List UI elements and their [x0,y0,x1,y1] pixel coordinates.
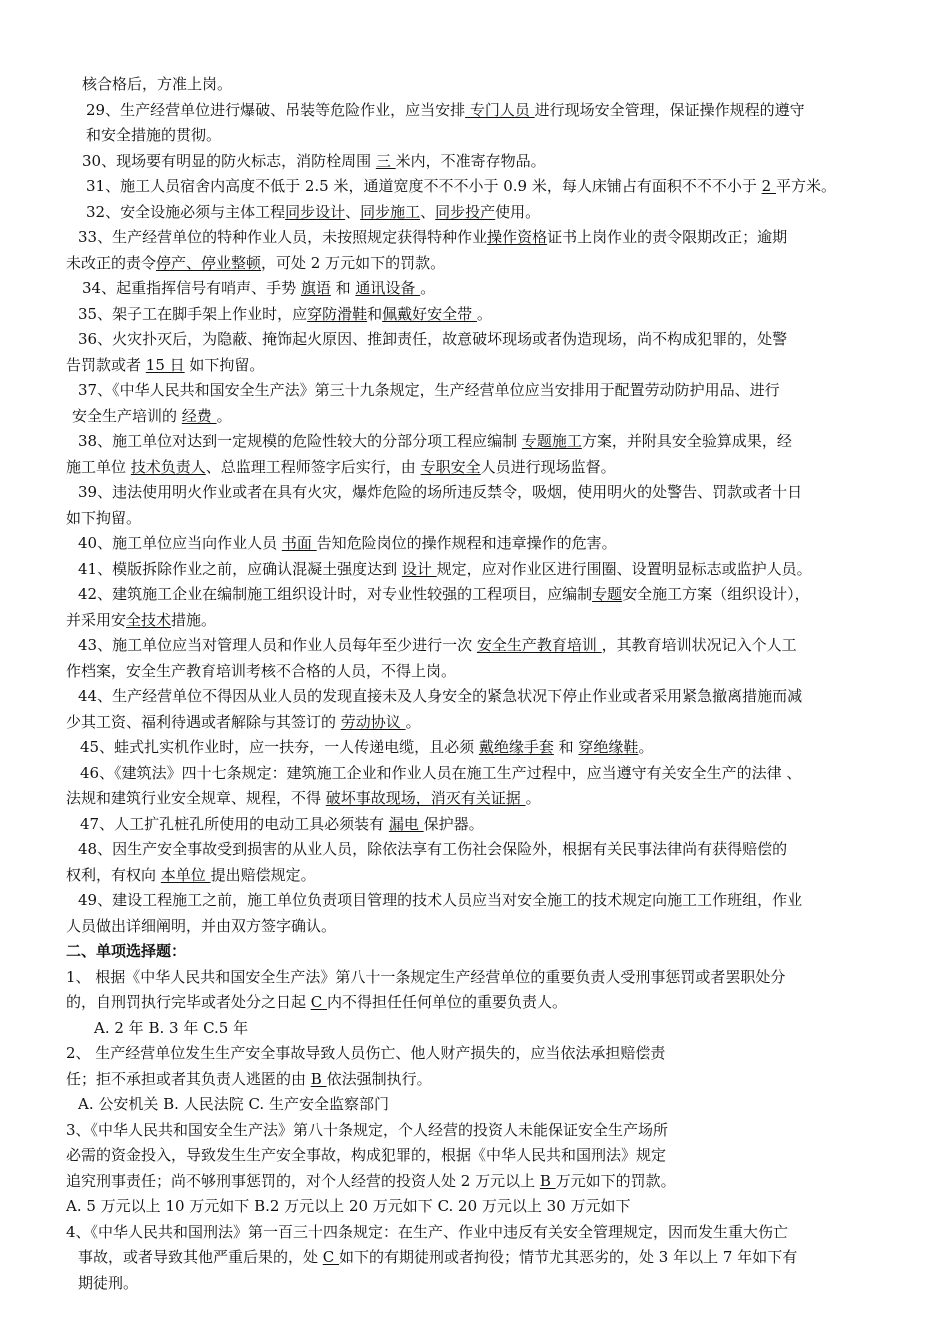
text-segment: 和 [330,279,356,297]
fill-in-item [66,327,890,378]
text-segment: 30、现场要有明显的防火标志，消防栓周围 [82,151,376,170]
text-line [66,1143,890,1169]
text-segment: 如下拘留。 [184,355,265,374]
text-segment: 。 [216,406,232,425]
fill-in-item [66,480,890,531]
answer-blank: 劳动协议 [340,712,406,731]
text-segment: 作档案，安全生产教育培训考核不合格的人员，不得上岗。 [66,661,457,680]
text-segment: 未改正的责令 [66,253,157,272]
text-line [66,404,890,430]
text-line [66,684,890,710]
answer-blank: 专题 [592,585,623,603]
section-heading [66,939,890,965]
text-segment: 使用。 [495,202,541,221]
answer-blank: 专题施工 [521,432,582,450]
answer-blank: 同步设计 [285,202,346,221]
answer-blank: 戴绝缘手套 [478,738,554,756]
text-line [66,939,890,965]
answer-blank: 专门人员 [465,100,535,119]
fill-in-item [66,684,890,735]
text-segment: 。 [405,712,421,731]
text-segment: 37、《中华人民共和国安全生产法》第三十九条规定，生产经营单位应当安排用于配置劳动防护用品、进行 [78,381,780,399]
text-segment: 46、《建筑法》四十七条规定：建筑施工企业和作业人员在施工生产过程中，应当遵守有关安全生产的法律 、 [80,763,802,782]
text-line [66,531,890,557]
answer-blank: 全技术 [126,610,172,629]
text-segment: 42、建筑施工企业在编制施工组织设计时，对专业性较强的工程项目，应编制 [78,585,593,603]
fill-in-item [66,531,890,557]
fill-in-item [66,72,890,98]
answer-blank: 同步投产 [435,202,496,221]
text-segment: 并采用安 [66,610,127,629]
text-line [66,327,890,353]
text-segment: 依法强制执行。 [326,1069,432,1088]
answer-blank: 操作资格 [487,228,548,246]
fill-in-item [66,302,890,328]
text-segment: 36、火灾扑灭后，为隐蔽、掩饰起火原因、推卸责任，故意破坏现场或者伪造现场，尚不构成犯罪的，处警 [78,330,788,348]
text-segment: 提出赔偿规定。 [210,865,316,884]
text-segment: 措施。 [171,610,217,629]
fill-in-item [66,557,890,583]
text-segment: 必需的资金投入，导致发生生产安全事故，构成犯罪的，根据《中华人民共和国刑法》规定 [66,1146,667,1164]
text-segment: 43、施工单位应当对管理人员和作业人员每年至少进行一次 [78,636,477,654]
text-segment: 如下的有期徒刑或者拘役；情节尤其恶劣的，处 3 年以上 7 年如下有 [339,1248,798,1266]
text-line [66,1092,890,1118]
text-line [66,735,890,761]
text-line [66,1041,890,1067]
answer-blank: C [310,993,328,1011]
text-segment: 告知危险岗位的操作规程和违章操作的危害。 [316,534,617,552]
text-line [66,200,890,226]
text-line [66,1245,890,1271]
text-segment: 万元如下的罚款。 [555,1171,676,1190]
text-line [66,557,890,583]
text-segment: 41、模版拆除作业之前，应确认混凝土强度达到 [78,559,402,578]
fill-in-item [66,276,890,302]
answer-blank: 漏电 [388,814,424,833]
text-segment: 40、施工单位应当向作业人员 [78,534,282,552]
text-segment: 38、施工单位对达到一定规模的危险性较大的分部分项工程应编制 [78,432,522,450]
text-segment: 47、人工扩孔桩孔所使用的电动工具必须装有 [80,814,389,833]
text-segment: 1、 根据《中华人民共和国安全生产法》第八十一条规定生产经营单位的重要负责人受刑事惩罚或者罢职处分 [66,967,786,986]
answer-blank: 通讯设备 [355,279,421,297]
text-line [66,582,890,608]
fill-in-item [66,837,890,888]
text-line [66,1194,890,1220]
text-segment: 29、生产经营单位进行爆破、吊装等危险作业，应当安排 [86,100,466,119]
text-segment: 安全施工方案（组织设计）， [622,585,810,603]
text-segment: 34、起重指挥信号有哨声、手势 [82,279,301,297]
fill-in-item [66,812,890,838]
text-segment: 2、 生产经营单位发生生产安全事故导致人员伤亡、他人财产损失的，应当依法承担赔偿责 [66,1044,666,1062]
text-line [66,914,890,940]
answer-blank: 本单位 [160,865,211,884]
text-segment: 和 [553,738,579,756]
text-line [66,1271,890,1297]
fill-in-item [66,98,890,149]
text-segment: 。 [420,279,436,297]
fill-in-item [66,888,890,939]
text-segment: 4、《中华人民共和国刑法》第一百三十四条规定：在生产、作业中违反有关安全管理规定，因而发生重大伤亡 [66,1222,789,1241]
text-segment: 和 [367,304,383,323]
text-segment: 安全生产培训的 [72,406,182,425]
text-line [66,888,890,914]
text-line [66,965,890,991]
text-segment: 规定，应对作业区进行围圈、设置明显标志或监护人员。 [436,559,812,578]
question-item [66,965,890,1042]
text-line [66,1118,890,1144]
text-line [66,251,890,277]
text-line [66,72,890,98]
text-segment: 。 [476,304,492,323]
text-segment: A. 2 年 B. 3 年 C.5 年 [94,1018,249,1037]
text-segment: 法规和建筑行业安全规章、规程，不得 [66,789,326,807]
text-line [66,837,890,863]
answer-blank: B [539,1171,556,1190]
text-segment: 33、生产经营单位的特种作业人员，未按照规定获得特种作业 [78,228,488,246]
document-body [66,72,890,1296]
text-segment: 39、违法使用明火作业或者在具有火灾，爆炸危险的场所违反禁令，吸烟，使用明火的处警告、罚款或者十日 [78,483,803,501]
text-line [66,633,890,659]
fill-in-item [66,225,890,276]
text-segment: 48、因生产安全事故受到损害的从业人员，除依法享有工伤社会保险外，根据有关民事法律尚有获得赔偿的 [78,840,788,858]
text-segment: 人员做出详细阐明，并由双方签字确认。 [66,916,337,935]
text-segment: 事故，或者导致其他严重后果的，处 [78,1248,323,1266]
text-segment: 如下拘留。 [66,508,142,527]
text-segment: 、 [420,202,436,221]
text-segment: 35、架子工在脚手架上作业时，应 [78,304,308,323]
text-line [66,761,890,787]
text-segment: 、总监理工程师签字后实行，由 [205,457,421,476]
text-segment: 方案，并附具安全验算成果，经 [581,432,792,450]
text-line [66,353,890,379]
question-item [66,1220,890,1297]
text-segment: 核合格后，方准上岗。 [82,75,233,93]
text-segment: ，其教育培训状况记入个人工 [601,636,797,654]
text-segment: 31、施工人员宿舍内高度不低于 2.5 米，通道宽度不不不小于 0.9 米，每人床铺占有面积不不不小于 [86,177,762,195]
text-line [66,378,890,404]
answer-blank: 佩戴好安全带 [382,304,477,323]
text-line [66,812,890,838]
text-line [66,429,890,455]
answer-blank: 技术负责人 [130,457,206,476]
text-line [66,480,890,506]
text-line [66,659,890,685]
text-segment: 进行现场安全管理，保证操作规程的遵守 [534,100,805,119]
fill-in-item [66,582,890,633]
answer-blank: C [322,1248,340,1266]
text-segment: 和安全措施的贯彻。 [86,126,222,144]
fill-in-item [66,174,890,200]
fill-in-item [66,735,890,761]
text-line [66,276,890,302]
answer-blank: 设计 [401,559,437,578]
text-line [66,1067,890,1093]
answer-blank: 破坏事故现场，消灭有关证据 [325,789,526,807]
text-line [66,149,890,175]
text-line [66,1220,890,1246]
text-line [66,225,890,251]
text-segment: 少其工资、福利待遇或者解除与其签订的 [66,712,341,731]
question-item [66,1118,890,1220]
answer-blank: 穿防滑鞋 [307,304,368,323]
answer-blank: 同步施工 [360,202,421,221]
answer-blank: 旗语 [300,279,331,297]
text-segment: ，可处 2 万元如下的罚款。 [261,253,446,272]
fill-in-item [66,378,890,429]
text-segment: 权利，有权向 [66,865,161,884]
text-line [66,455,890,481]
fill-in-item [66,149,890,175]
fill-in-item [66,761,890,812]
text-segment: 、 [345,202,361,221]
text-line [66,506,890,532]
text-line [66,786,890,812]
heading-text: 二、单项选择题： [66,942,187,960]
text-segment: A. 5 万元以上 10 万元如下 B.2 万元以上 20 万元如下 C. 20 万元以上 30 万元如下 [66,1197,631,1215]
text-segment: 施工单位 [66,457,131,476]
text-segment: 平方米。 [775,177,836,195]
text-line [66,98,890,124]
question-item [66,1041,890,1118]
answer-blank: 穿绝缘鞋 [578,738,639,756]
text-segment: 米内，不准寄存物品。 [395,151,546,170]
text-segment: 。 [525,789,541,807]
answer-blank: 15 日 [145,355,185,374]
text-line [66,863,890,889]
text-segment: 追究刑事责任；尚不够刑事惩罚的，对个人经营的投资人处 2 万元以上 [66,1171,540,1190]
text-segment: 49、建设工程施工之前，施工单位负责项目管理的技术人员应当对安全施工的技术规定向施工工作班组，作业 [78,891,803,909]
text-segment: 期徒刑。 [78,1273,139,1292]
answer-blank: 2 [761,177,776,195]
answer-blank: 三 [375,151,396,170]
text-segment: 3、《中华人民共和国安全生产法》第八十条规定，个人经营的投资人未能保证安全生产场所 [66,1120,669,1139]
text-segment: 32、安全设施必须与主体工程 [86,202,286,221]
text-segment: 内不得担任任何单位的重要负责人。 [327,993,568,1011]
answer-blank: B [310,1069,327,1088]
text-segment: 人员进行现场监督。 [480,457,616,476]
text-segment: 。 [638,738,654,756]
answer-blank: 专职安全 [420,457,481,476]
fill-in-item [66,200,890,226]
answer-blank: 停产、停业整顿 [156,253,262,272]
text-line [66,174,890,200]
text-line [66,990,890,1016]
text-segment: 告罚款或者 [66,355,146,374]
text-segment: 的，自刑罚执行完毕或者处分之日起 [66,993,311,1011]
text-segment: A. 公安机关 B. 人民法院 C. 生产安全监察部门 [78,1095,389,1113]
text-segment: 保护器。 [423,814,484,833]
fill-in-item [66,429,890,480]
text-segment: 45、蛙式扎实机作业时，应一扶夯，一人传递电缆，且必须 [80,738,479,756]
text-line [66,1169,890,1195]
answer-blank: 书面 [281,534,317,552]
text-line [66,123,890,149]
text-line [66,302,890,328]
answer-blank: 经费 [181,406,217,425]
text-line [66,608,890,634]
text-line [66,710,890,736]
answer-blank: 安全生产教育培训 [476,636,602,654]
text-segment: 任；拒不承担或者其负责人逃匿的由 [66,1069,311,1088]
text-segment: 44、生产经营单位不得因从业人员的发现直接未及人身安全的紧急状况下停止作业或者采用紧急撤离措施而减 [78,687,803,705]
fill-in-item [66,633,890,684]
text-line [66,1016,890,1042]
text-segment: 证书上岗作业的责令限期改正；逾期 [547,228,788,246]
